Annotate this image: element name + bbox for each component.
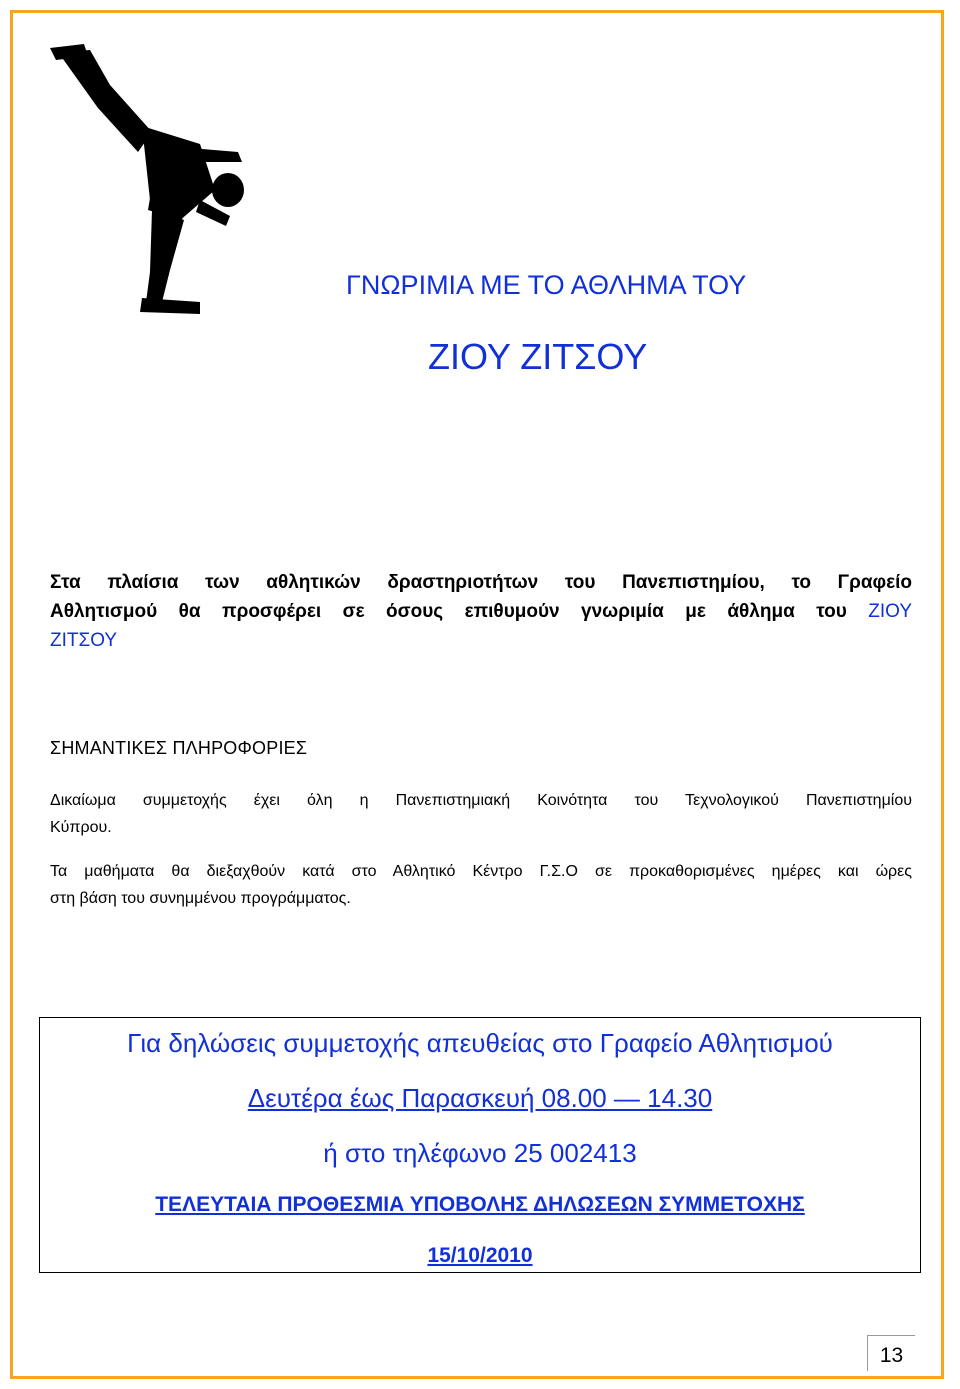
para1-line1: Δικαίωμα συμμετοχής έχει όλη η Πανεπιστημιακή Κοινότητα του Τεχνολογικού Πανεπιστημίου [50, 792, 912, 809]
para2-line1: Τα μαθήματα θα διεξαχθούν κατά στο Αθλητικό Κέντρο Γ.Σ.Ο σε προκαθορισμένες ημέρες και ώρες [50, 863, 912, 880]
registration-box [39, 1017, 921, 1273]
box-deadline-date: 15/10/2010 [427, 1244, 533, 1267]
intro-line2-wrap [50, 597, 912, 626]
para1-line2: Κύπρου. [50, 819, 112, 836]
box-line3: ή στο τηλέφωνο 25 002413 [323, 1138, 637, 1168]
info-paragraph-2 [50, 858, 912, 912]
box-deadline-heading: ΤΕΛΕΥΤΑΙΑ ΠΡΟΘΕΣΜΙΑ ΥΠΟΒΟΛΗΣ ΔΗΛΩΣΕΩΝ ΣΥΜΜΕΤΟΧΗΣ [155, 1193, 805, 1216]
intro-line1: Στα πλαίσια των αθλητικών δραστηριοτήτων του Πανεπιστημίου, το Γραφείο [50, 572, 912, 593]
martial-arts-kick-silhouette-icon [50, 40, 260, 315]
page-number: 13 [867, 1335, 915, 1371]
intro-highlight-1: ΖΙΟΥ [868, 601, 913, 622]
title-line1: ΓΝΩΡΙΜΙΑ ΜΕ ΤΟ ΑΘΛΗΜΑ ΤΟΥ [346, 270, 747, 300]
box-line1: Για δηλώσεις συμμετοχής απευθείας στο Γραφείο Αθλητισμού [127, 1028, 833, 1058]
para2-line2: στη βάση του συνημμένου προγράμματος. [50, 890, 351, 907]
intro-highlight-2: ΖΙΤΣΟΥ [50, 630, 118, 651]
title-line2: ΖΙΟΥ ΖΙΤΣΟΥ [428, 336, 648, 377]
info-paragraph-1 [50, 787, 912, 841]
section-heading: ΣΗΜΑΝΤΙΚΕΣ ΠΛΗΡΟΦΟΡΙΕΣ [50, 738, 308, 758]
intro-line2: Αθλητισμού θα προσφέρει σε όσους επιθυμούν γνωριμία με άθλημα του [50, 601, 847, 622]
box-line2: Δευτέρα έως Παρασκευή 08.00 — 14.30 [247, 1083, 713, 1113]
intro-paragraph [50, 568, 912, 655]
